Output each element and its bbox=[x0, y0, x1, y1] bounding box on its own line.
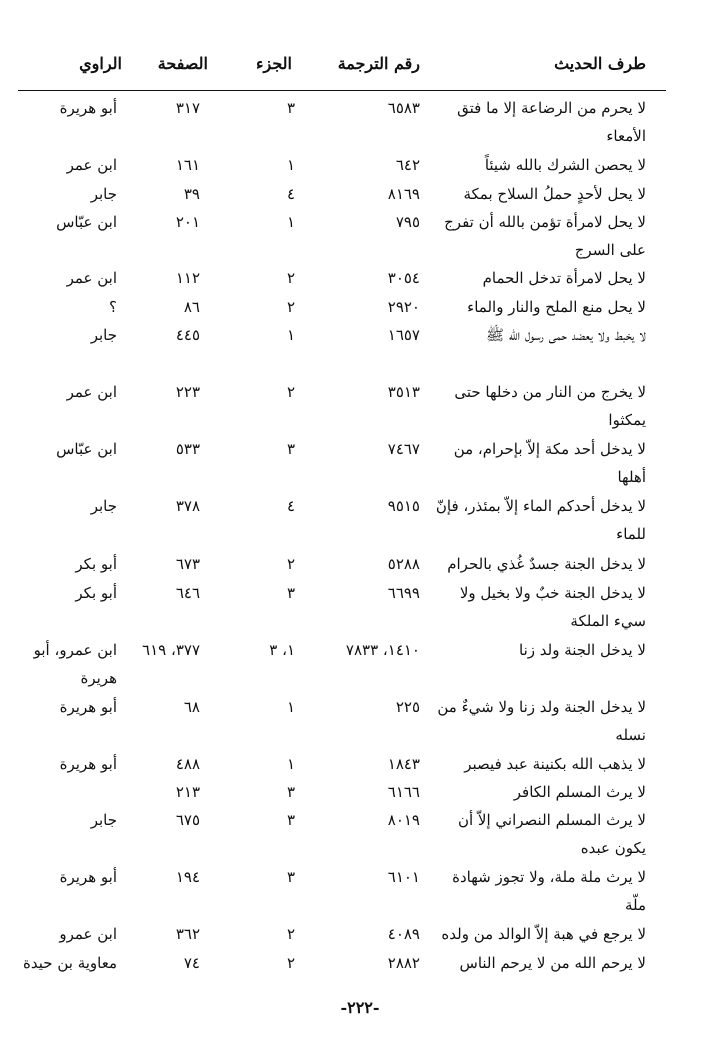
page-ref: ١١٢ bbox=[175, 269, 200, 287]
table-row bbox=[0, 636, 720, 693]
page-ref: ٦٧٣ bbox=[175, 555, 200, 573]
page-ref: ٨٦ bbox=[183, 298, 200, 316]
translation-number: ٦٤٢ bbox=[395, 156, 420, 174]
table-row bbox=[0, 693, 720, 750]
page-ref: ٣٩ bbox=[183, 185, 200, 203]
volume: ٢ bbox=[286, 383, 295, 401]
narrator: أبو هريرة bbox=[59, 99, 117, 117]
volume: ٣ bbox=[286, 440, 295, 458]
header-translation-number: رقم الترجمة bbox=[337, 54, 420, 73]
page-ref: ٥٣٣ bbox=[175, 440, 200, 458]
translation-number: ٦١٦٦ bbox=[387, 783, 420, 801]
header-volume: الجزء bbox=[256, 54, 292, 73]
hadith-text: لا يحل منع الملح والنار والماء bbox=[467, 298, 646, 316]
volume: ٤ bbox=[286, 185, 295, 203]
page-ref: ١٦١ bbox=[175, 156, 200, 174]
translation-number: ١٦٥٧ bbox=[387, 326, 420, 344]
table-row bbox=[0, 151, 720, 180]
narrator: ابن عبّاس bbox=[56, 440, 117, 458]
table-body bbox=[0, 94, 720, 978]
table-row bbox=[0, 378, 720, 435]
page-ref: ٧٤ bbox=[183, 954, 200, 972]
table-row bbox=[0, 579, 720, 636]
hadith-text: لا يرث المسلم النصراني إلاّ أن يكون عبده bbox=[457, 811, 646, 857]
page-ref: ٢٠١ bbox=[175, 213, 200, 231]
hadith-text: لا يدخل الجنة ولد زنا ولا شيءٌ من نسله bbox=[437, 698, 646, 744]
translation-number: ٧٤٦٧ bbox=[387, 440, 420, 458]
header-hadith-start: طرف الحديث bbox=[554, 54, 646, 73]
narrator: ابن عمر bbox=[66, 383, 117, 401]
table-row bbox=[0, 293, 720, 321]
hadith-text: لا يرجع في هبة إلاّ الوالد من ولده bbox=[441, 925, 646, 943]
page-ref: ٣٧٨ bbox=[175, 497, 200, 515]
narrator: جابر bbox=[90, 497, 117, 515]
translation-number: ١٨٤٣ bbox=[387, 755, 420, 773]
narrator: جابر bbox=[90, 185, 117, 203]
hadith-text: لا يرث ملة ملة، ولا تجوز شهادة ملّة bbox=[452, 868, 646, 914]
hadith-text: لا يخبط ولا يعضد حمى رسول الله ﷺ bbox=[485, 326, 646, 344]
header-narrator: الراوي bbox=[79, 54, 122, 73]
narrator: أبو بكر bbox=[75, 555, 117, 573]
hadith-text: لا يحل لامرأة تدخل الحمام bbox=[482, 269, 646, 287]
table-row bbox=[0, 806, 720, 863]
narrator: ابن عمر bbox=[66, 269, 117, 287]
narrator: أبو هريرة bbox=[59, 698, 117, 716]
translation-number: ٣٠٥٤ bbox=[387, 269, 420, 287]
table-row bbox=[0, 321, 720, 378]
page-ref: ٣١٧ bbox=[175, 99, 200, 117]
table-row bbox=[0, 778, 720, 806]
volume: ١ bbox=[286, 698, 295, 716]
volume: ٣ bbox=[286, 783, 295, 801]
table-row bbox=[0, 435, 720, 492]
volume: ١، ٣ bbox=[269, 641, 295, 659]
volume: ٢ bbox=[286, 954, 295, 972]
volume: ٢ bbox=[286, 269, 295, 287]
hadith-text: لا يدخل الجنة ولد زنا bbox=[519, 641, 646, 659]
translation-number: ٦١٠١ bbox=[387, 868, 420, 886]
table-row bbox=[0, 863, 720, 920]
narrator: أبو هريرة bbox=[59, 755, 117, 773]
volume: ١ bbox=[286, 755, 295, 773]
page-number: -٢٢٢- bbox=[340, 998, 380, 1017]
narrator: أبو هريرة bbox=[59, 868, 117, 886]
hadith-text: لا يحرم من الرضاعة إلا ما فتق الأمعاء bbox=[457, 99, 646, 145]
header-page: الصفحة bbox=[157, 54, 208, 73]
translation-number: ٣٥١٣ bbox=[387, 383, 420, 401]
header-rule bbox=[18, 90, 666, 91]
table-row bbox=[0, 94, 720, 151]
volume: ٢ bbox=[286, 298, 295, 316]
translation-number: ٤٠٨٩ bbox=[387, 925, 420, 943]
narrator: ابن عبّاس bbox=[56, 213, 117, 231]
page-ref: ٤٤٥ bbox=[175, 326, 200, 344]
hadith-text: لا يحل لأحدٍ حملُ السلاح بمكة bbox=[463, 185, 646, 203]
table-row bbox=[0, 949, 720, 978]
table-row bbox=[0, 180, 720, 208]
translation-number: ٨١٦٩ bbox=[387, 185, 420, 203]
hadith-text: لا يدخل أحد مكة إلاّ بإحرام، من أهلها bbox=[453, 440, 646, 486]
hadith-text: لا يرث المسلم الكافر bbox=[513, 783, 646, 801]
translation-number: ٢٨٨٢ bbox=[387, 954, 420, 972]
table-header bbox=[0, 54, 720, 86]
table-row bbox=[0, 750, 720, 778]
translation-number: ١٤١٠، ٧٨٣٣ bbox=[345, 641, 420, 659]
table-row bbox=[0, 550, 720, 579]
narrator: جابر bbox=[90, 326, 117, 344]
narrator: معاوية بن حيدة bbox=[23, 954, 117, 972]
page-ref: ٢٢٣ bbox=[175, 383, 200, 401]
hadith-text: لا يحل لامرأة تؤمن بالله أن تفرج على السرج bbox=[444, 213, 646, 259]
translation-number: ٩٥١٥ bbox=[387, 497, 420, 515]
hadith-text: لا يدخل أحدكم الماء إلاّ بمئذر، فإنّ للماء bbox=[435, 497, 646, 543]
volume: ٤ bbox=[286, 497, 295, 515]
table-row bbox=[0, 208, 720, 264]
volume: ٣ bbox=[286, 584, 295, 602]
translation-number: ٦٥٨٣ bbox=[387, 99, 420, 117]
narrator: ابن عمرو، أبو هريرة bbox=[33, 641, 117, 687]
page-ref: ٤٨٨ bbox=[175, 755, 200, 773]
volume: ٣ bbox=[286, 868, 295, 886]
narrator: ؟ bbox=[109, 298, 117, 316]
page-ref: ٣٦٢ bbox=[175, 925, 200, 943]
volume: ٣ bbox=[286, 99, 295, 117]
volume: ٢ bbox=[286, 925, 295, 943]
hadith-text: لا يرحم الله من لا يرحم الناس bbox=[459, 954, 646, 972]
hadith-text: لا يدخل الجنة خبٌ ولا بخيل ولا سيء الملكة bbox=[459, 584, 646, 630]
hadith-text: لا يدخل الجنة جسدٌ غُذي بالحرام bbox=[447, 555, 646, 573]
translation-number: ٢٩٢٠ bbox=[387, 298, 420, 316]
table-row bbox=[0, 264, 720, 293]
translation-number: ٥٢٨٨ bbox=[387, 555, 420, 573]
narrator: جابر bbox=[90, 811, 117, 829]
volume: ٢ bbox=[286, 555, 295, 573]
volume: ١ bbox=[286, 213, 295, 231]
volume: ١ bbox=[286, 156, 295, 174]
narrator: ابن عمر bbox=[66, 156, 117, 174]
translation-number: ٦٦٩٩ bbox=[387, 584, 420, 602]
hadith-text: لا يحصن الشرك بالله شيئاً bbox=[484, 156, 646, 174]
translation-number: ٧٩٥ bbox=[395, 213, 420, 231]
table-row bbox=[0, 920, 720, 949]
translation-number: ٨٠١٩ bbox=[387, 811, 420, 829]
page-ref: ٦٤٦ bbox=[175, 584, 200, 602]
volume: ٣ bbox=[286, 811, 295, 829]
page-ref: ١٩٤ bbox=[175, 868, 200, 886]
hadith-text: لا يذهب الله بكنينة عبد فيصبر bbox=[464, 755, 646, 773]
translation-number: ٢٢٥ bbox=[395, 698, 420, 716]
page-ref: ٢١٣ bbox=[175, 783, 200, 801]
narrator: أبو بكر bbox=[75, 584, 117, 602]
narrator: ابن عمرو bbox=[59, 925, 117, 943]
page-ref: ٦٨ bbox=[183, 698, 200, 716]
hadith-text: لا يخرج من النار من دخلها حتى يمكثوا bbox=[454, 383, 646, 429]
table-row bbox=[0, 492, 720, 550]
page-ref: ٣٧٧، ٦١٩ bbox=[142, 641, 200, 659]
page-ref: ٦٧٥ bbox=[175, 811, 200, 829]
volume: ١ bbox=[286, 326, 295, 344]
